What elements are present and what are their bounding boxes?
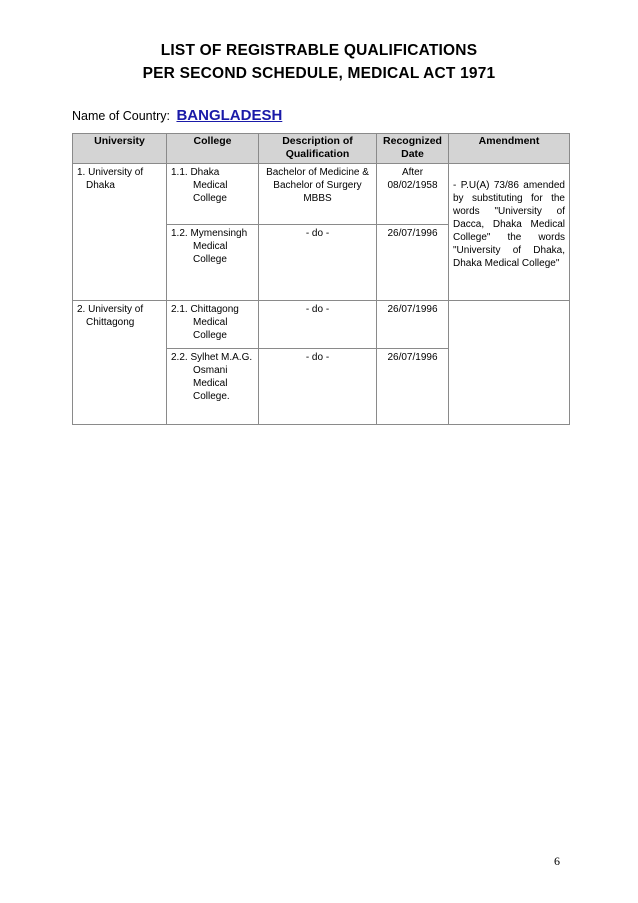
- cell-university: 2. University of Chittagong: [73, 301, 167, 425]
- cell-recognized-date: 26/07/1996: [377, 349, 449, 425]
- table-row: [73, 164, 570, 225]
- cell-university: 1. University of Dhaka: [73, 164, 167, 301]
- amendment-text: - P.U(A) 73/86 amended by substituting for the words "University of Dacca, Dhaka Medical College" the words "University of Dhaka, Dhaka Medical College": [453, 180, 565, 269]
- cell-description: - do -: [259, 349, 377, 425]
- country-label: Name of Country:: [72, 109, 170, 123]
- table-row: [73, 301, 570, 349]
- cell-amendment: [449, 164, 570, 301]
- cell-recognized-date: 26/07/1996: [377, 301, 449, 349]
- cell-college: 1.1. Dhaka Medical College: [167, 164, 259, 225]
- cell-description: - do -: [259, 225, 377, 301]
- country-line: [72, 107, 282, 124]
- cell-recognized-date: 26/07/1996: [377, 225, 449, 301]
- cell-college: 2.1. Chittagong Medical College: [167, 301, 259, 349]
- country-value: BANGLADESH: [176, 107, 283, 124]
- cell-college: 2.2. Sylhet M.A.G. Osmani Medical College.: [167, 349, 259, 425]
- header-recognized-date: Recognized Date: [377, 134, 449, 164]
- cell-description: - do -: [259, 301, 377, 349]
- document-title-line-2: PER SECOND SCHEDULE, MEDICAL ACT 1971: [142, 65, 496, 82]
- cell-college: 1.2. Mymensingh Medical College: [167, 225, 259, 301]
- header-amendment: Amendment: [449, 134, 570, 164]
- header-description: Description of Qualification: [259, 134, 377, 164]
- page-number: 6: [554, 854, 560, 868]
- document-title-line-1: LIST OF REGISTRABLE QUALIFICATIONS: [160, 42, 478, 59]
- cell-amendment-empty: [449, 301, 570, 425]
- header-college: College: [167, 134, 259, 164]
- qualifications-table: [72, 133, 570, 425]
- table-header-row: [73, 134, 570, 164]
- cell-recognized-date: After 08/02/1958: [377, 164, 449, 225]
- header-university: University: [73, 134, 167, 164]
- cell-description: Bachelor of Medicine & Bachelor of Surgery MBBS: [259, 164, 377, 225]
